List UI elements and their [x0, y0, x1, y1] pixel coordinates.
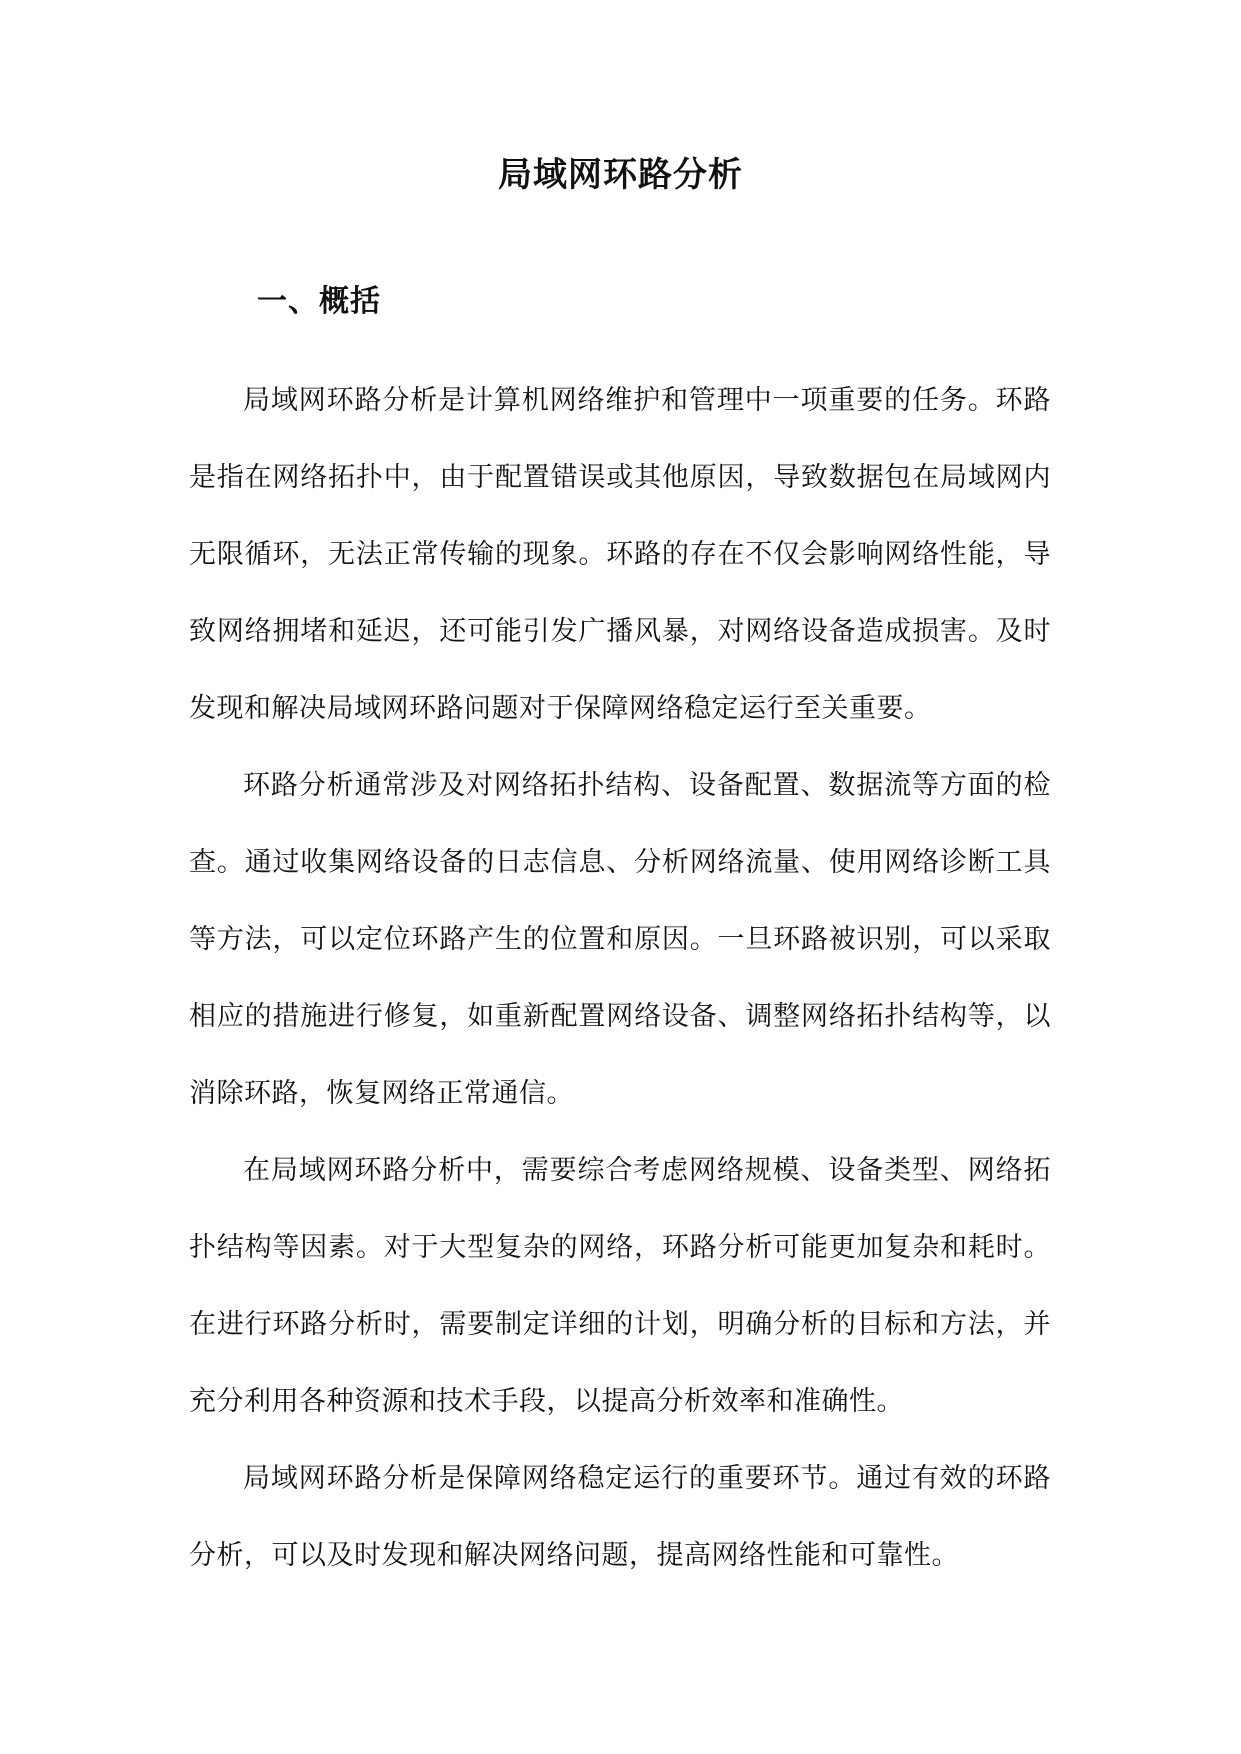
section-heading: 一、概括: [257, 284, 381, 319]
paragraph-conclusion: 局域网环路分析是保障网络稳定运行的重要环节。通过有效的环路分析，可以及时发现和解决网络问题，提高网络性能和可靠性。: [189, 1463, 1051, 1571]
paragraph-overview: 局域网环路分析是计算机网络维护和管理中一项重要的任务。环路是指在网络拓扑中，由于配置错误或其他原因，导致数据包在局域网内无限循环，无法正常传输的现象。环路的存在不仅会影响网络性能，导致网络拥堵和延迟，还可能引发广播风暴，对网络设备造成损害。及时发现和解决局域网环路问题对于保障网络稳定运行至关重要。: [189, 385, 1051, 724]
paragraph-analysis-methods: 环路分析通常涉及对网络拓扑结构、设备配置、数据流等方面的检查。通过收集网络设备的日志信息、分析网络流量、使用网络诊断工具等方法，可以定位环路产生的位置和原因。一旦环路被识别，可以采取相应的措施进行修复，如重新配置网络设备、调整网络拓扑结构等，以消除环路，恢复网络正常通信。: [189, 770, 1051, 1109]
document-title: 局域网环路分析: [498, 155, 743, 195]
section-body: [189, 362, 1051, 1594]
paragraph-considerations: 在局域网环路分析中，需要综合考虑网络规模、设备类型、网络拓扑结构等因素。对于大型复杂的网络，环路分析可能更加复杂和耗时。在进行环路分析时，需要制定详细的计划，明确分析的目标和方法，并充分利用各种资源和技术手段，以提高分析效率和准确性。: [189, 1155, 1051, 1417]
